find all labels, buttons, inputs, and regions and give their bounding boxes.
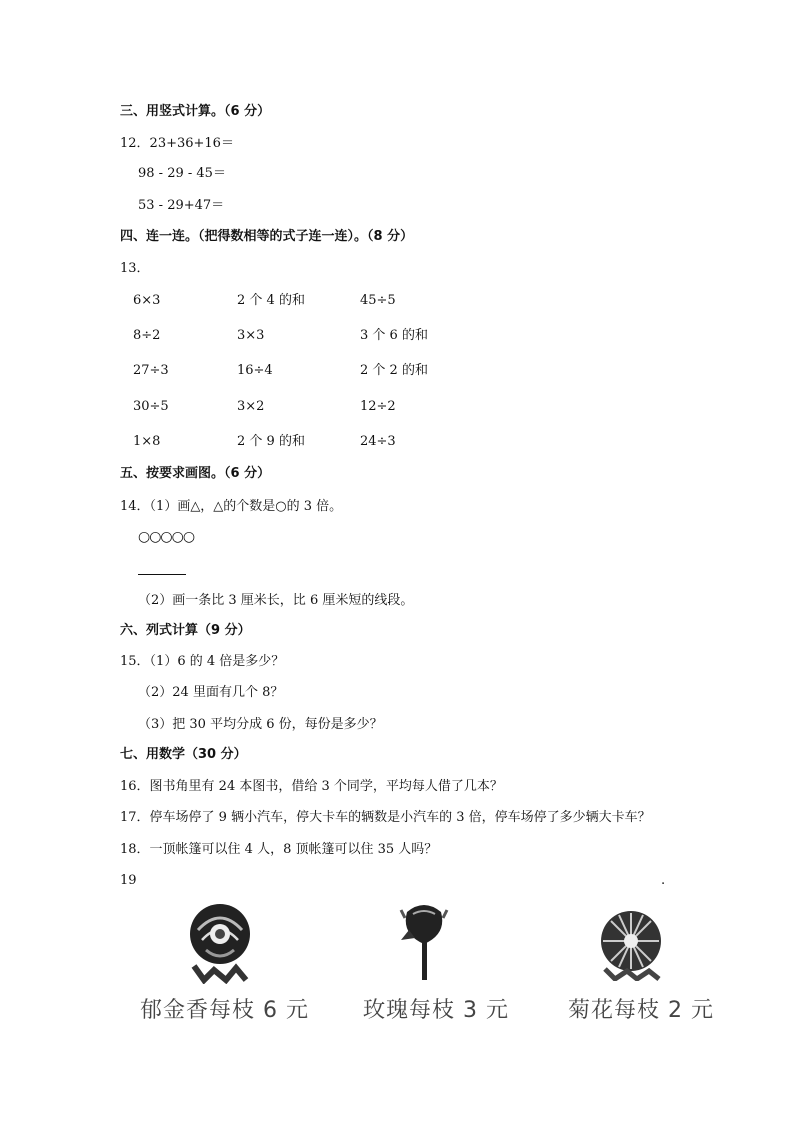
section-6-heading: 六、列式计算（9 分） <box>120 623 251 638</box>
question-16: 16．图书角里有 24 本图书，借给 3 个同学，平均每人借了几本？ <box>120 779 503 794</box>
question-13: 13． <box>120 261 150 276</box>
match-cell: 2 个 2 的和 <box>360 363 428 378</box>
circle-row: ○○○○○ <box>138 529 195 545</box>
question-17: 17．停车场停了 9 辆小汽车，停大卡车的辆数是小汽车的 3 倍，停车场停了多少辆大卡车？ <box>120 810 651 825</box>
match-cell: 27÷3 <box>133 363 169 378</box>
question-15-3: （3）把 30 平均分成 6 份，每份是多少？ <box>138 717 383 732</box>
match-cell: 12÷2 <box>360 399 396 414</box>
section-5-heading: 五、按要求画图。（6 分） <box>120 466 271 481</box>
question-18: 18．一顶帐篷可以住 4 人，8 顶帐篷可以住 35 人吗？ <box>120 842 438 857</box>
match-cell: 30÷5 <box>133 399 169 414</box>
section-7-heading: 七、用数学（30 分） <box>120 747 247 762</box>
match-cell: 24÷3 <box>360 434 396 449</box>
section-3-heading: 三、用竖式计算。（6 分） <box>120 104 271 119</box>
match-cell: 3×2 <box>237 399 265 414</box>
chrysanthemum-icon <box>597 905 665 981</box>
question-12-line-3: 53 - 29+47＝ <box>138 198 225 213</box>
match-cell: 8÷2 <box>133 328 161 343</box>
rose-icon <box>397 900 451 982</box>
match-cell: 3 个 6 的和 <box>360 328 428 343</box>
match-cell: 2 个 9 的和 <box>237 434 305 449</box>
question-12: 12．23+36+16＝ <box>120 136 234 151</box>
match-cell: 16÷4 <box>237 363 273 378</box>
match-cell: 2 个 4 的和 <box>237 293 305 308</box>
match-cell: 6×3 <box>133 293 161 308</box>
question-15-1: 15．（1）6 的 4 倍是多少？ <box>120 654 285 669</box>
match-cell: 1×8 <box>133 434 161 449</box>
question-14-1: 14．（1）画△，△的个数是○的 3 倍。 <box>120 499 343 514</box>
question-19: 19 <box>120 873 137 888</box>
tulip-price-label: 郁金香每枝 6 元 <box>140 998 309 1023</box>
match-cell: 45÷5 <box>360 293 396 308</box>
question-15-2: （2）24 里面有几个 8？ <box>138 685 284 700</box>
section-4-heading: 四、连一连。（把得数相等的式子连一连）。（8 分） <box>120 229 414 244</box>
chrysanthemum-price-label: 菊花每枝 2 元 <box>568 998 714 1023</box>
match-cell: 3×3 <box>237 328 265 343</box>
tulip-icon <box>184 900 256 984</box>
line-segment <box>138 574 186 575</box>
question-12-line-2: 98 - 29 - 45＝ <box>138 166 226 181</box>
rose-price-label: 玫瑰每枝 3 元 <box>363 998 509 1023</box>
question-14-2: （2）画一条比 3 厘米长，比 6 厘米短的线段。 <box>138 593 414 608</box>
trailing-dot: . <box>661 873 666 888</box>
